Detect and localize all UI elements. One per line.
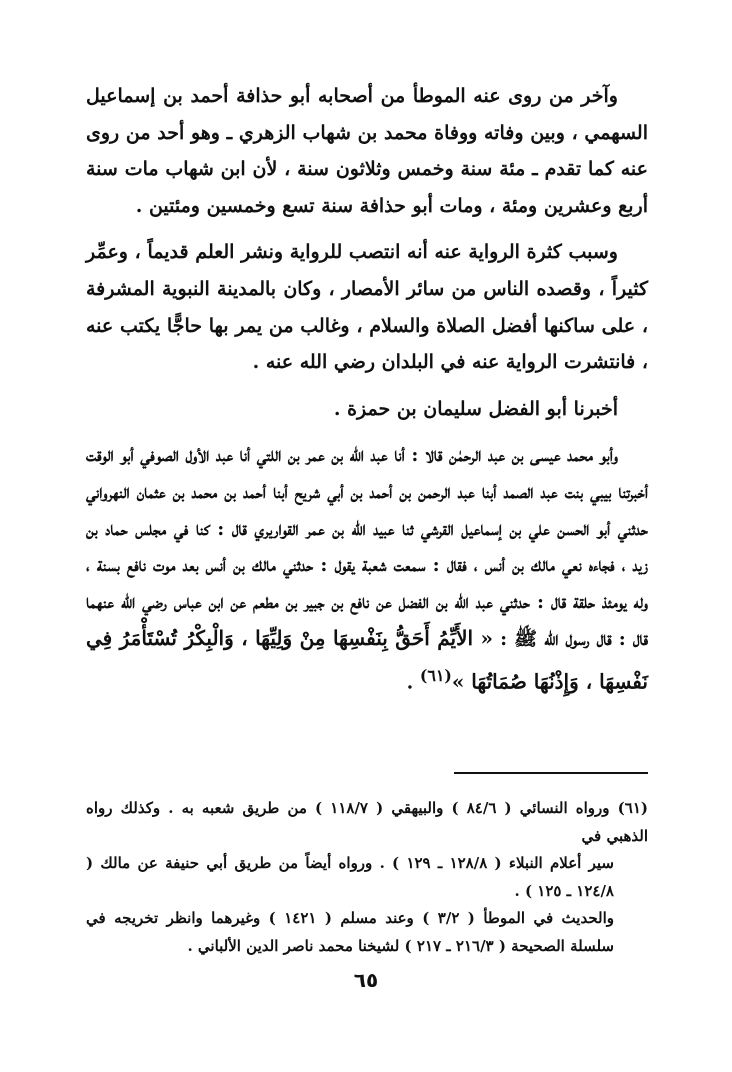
page-number: ٦٥	[353, 968, 379, 992]
hadith-quote: « الأَيِّمُ أَحَقُّ بِنَفْسِهَا مِنْ وَلِيِّهَا ، وَالْبِكْرُ تُسْتَأْمَرُ فِي نَفْسِهَا ، وَإِذْنُهَا صُمَاتُهَا »	[86, 626, 648, 694]
footnotes	[86, 795, 648, 960]
footnote-ref: (٦١)	[419, 665, 452, 685]
paragraph-reason: وسبب كثرة الرواية عنه أنه انتصب للرواية ونشر العلم قديماً ، وعمِّر كثيراً ، وقصده الناس من سائر الأمصار ، وكان بالمدينة النبوية المشرفة ، على ساكنها أفضل الصلاة والسلام ، وغالب من يمر بها حاجًّا يكتب عنه ، فانتشرت الرواية عنه في البلدان رضي الله عنه .	[86, 241, 648, 374]
paragraph-hadith	[86, 437, 648, 700]
paragraph-narrators: وآخر من روى عنه الموطأ من أصحابه أبو حذافة أحمد بن إسماعيل السهمي ، وبين وفاته ووفاة محمد بن شهاب الزهري ـ وهو أحد من روى عنه كما تقدم ـ مئة سنة وخمس وثلاثون سنة ، لأن ابن شهاب مات سنة أربع وعشرين ومئة ، ومات أبو حذافة سنة تسع وخمسين ومئتين .	[86, 85, 648, 217]
hadith-end: .	[406, 671, 420, 694]
footnote-61: (٦١) ورواه النسائي ( ٨٤/٦ ) والبيهقي ( ١١٨/٧ ) من طريق شعبه به . وكذلك رواه الذهبي في	[86, 799, 648, 845]
paragraph-chain-start: أخبرنا أبو الفضل سليمان بن حمزة .	[333, 397, 618, 420]
hadith-chain: وأبو محمد عيسى بن عبد الرحمٰن قالا : أنا عبد الله بن عمر بن اللتي أنا عبد الأول الصوفي أبو الوقت أخبرتنا بيبي بنت عبد الصمد أبنا عبد الرحمن بن أحمد بن أبي شريح أبنا أحمد بن محمد بن عثمان النهرواني حدثني أبو الحسن علي بن إسماعيل القرشي ثنا عبيد الله بن عمر القواريري قال : كنا في مجلس حماد بن زيد ، فجاءه نعي مالك بن أنس ، فقال : سمعت شعبة يقول : حدثني مالك بن أنس بعد موت نافع بسنة ، وله يومئذ حلقة قال : حدثني عبد الله بن الفضل عن نافع بن جبير بن مطعم عن ابن عباس رضي الله عنهما قال : قال رسول الله ﷺ :	[86, 444, 648, 651]
footnote-61-continued: سير أعلام النبلاء ( ١٢٨/٨ ـ ١٢٩ ) . ورواه أيضاً من طريق أبي حنيفة عن مالك ( ١٢٤/٨ ـ ١٢٥ ) .	[86, 854, 614, 900]
footnote-61-hadith-sources: والحديث في الموطأ ( ٣/٢ ) وعند مسلم ( ١٤٢١ ) وغيرهما وانظر تخريجه في سلسلة الصحيحة ( ٢١٦/٣ ـ ٢١٧ ) لشيخنا محمد ناصر الدين الألباني .	[86, 909, 614, 955]
main-text	[86, 78, 648, 711]
footnote-divider	[454, 772, 648, 774]
